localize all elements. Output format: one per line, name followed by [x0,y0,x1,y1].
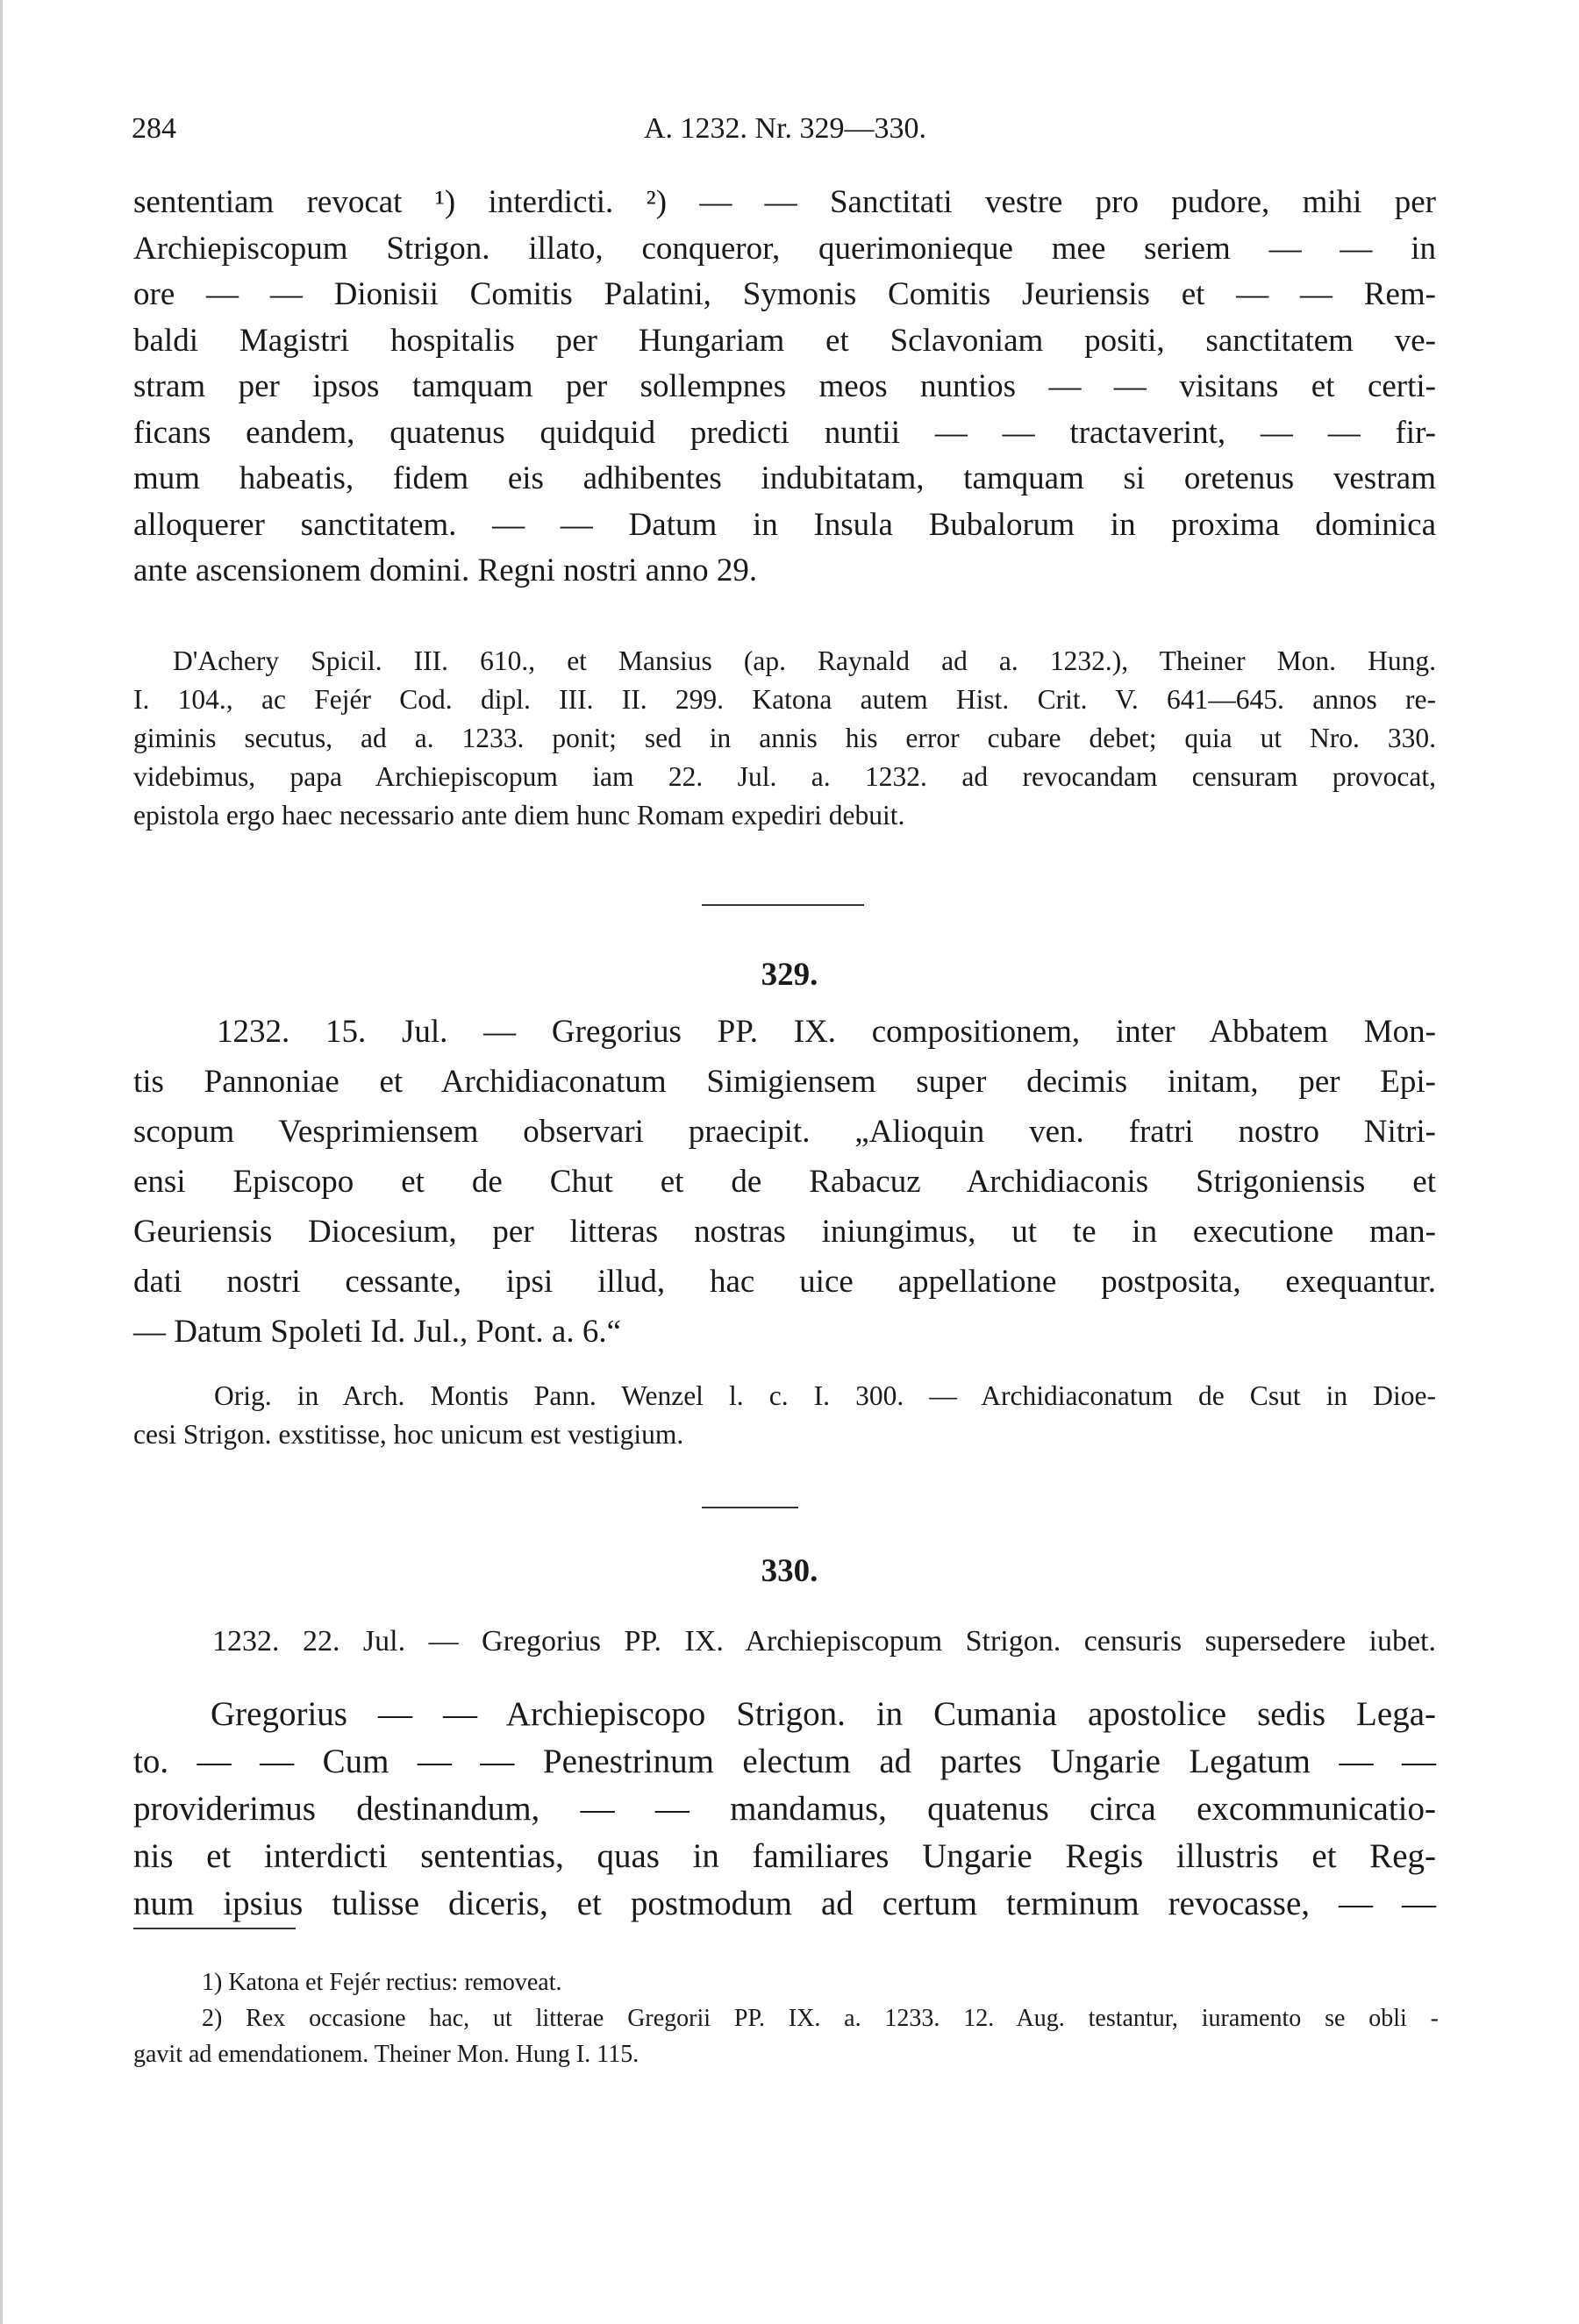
note-line: Orig. in Arch. Montis Pann. Wenzel l. c. I. 300. — Archidiaconatum de Csut in Dioe- [214,1380,1436,1411]
text-line: stram per ipsos tamquam per sollempnes meos nuntios — — visitans et certi- [133,368,1436,404]
note-line: epistola ergo haec necessario ante diem hunc Romam expediri debuit. [133,800,905,831]
text-line: to. — — Cum — — Penestrinum electum ad partes Ungarie Legatum — — [133,1743,1436,1780]
text-line: — Datum Spoleti Id. Jul., Pont. a. 6.“ [133,1314,621,1350]
footnote-1: 1) Katona et Fejér rectius: removeat. [202,1969,562,1996]
doc-330-text [133,1691,1436,1928]
doc-329-note [133,1377,1436,1454]
footnotes [133,1964,1439,2072]
text-line: baldi Magistri hospitalis per Hungariam et Sclavoniam positi, sanctitatem ve- [133,322,1436,359]
separator-rule [702,1507,798,1508]
text-line: Archiepiscopum Strigon. illato, conqueror, querimonieque mee seriem — — in [133,230,1436,267]
page-number: 284 [132,112,176,145]
doc-number-330: 330. [761,1553,818,1589]
text-line: tis Pannoniae et Archidiaconatum Simigiensem super decimis initam, per Epi- [133,1064,1436,1100]
note-line: I. 104., ac Fejér Cod. dipl. III. II. 299. Katona autem Hist. Crit. V. 641—645. annos re- [133,684,1436,715]
text-line: num ipsius tulisse diceris, et postmodum ad certum terminum revocasse, — — [133,1885,1436,1922]
text-line: 1232. 15. Jul. — Gregorius PP. IX. compositionem, inter Abbatem Mon- [217,1014,1436,1050]
doc-330-regest [133,1616,1436,1666]
text-line: nis et interdicti sententias, quas in familiares Ungarie Regis illustris et Reg- [133,1837,1436,1875]
text-line: scopum Vesprimiensem observari praecipit. „Alioquin ven. fratri nostro Nitri- [133,1114,1436,1150]
text-line: dati nostri cessante, ipsi illud, hac uice appellatione postposita, exequantur. [133,1264,1436,1300]
doc-328-text [133,180,1436,595]
text-line: mum habeatis, fidem eis adhibentes indubitatam, tamquam si oretenus vestram [133,460,1436,496]
text-line: ficans eandem, quatenus quidquid predicti nuntii — — tractaverint, — — fir- [133,414,1436,451]
footnote-2-continued: gavit ad emendationem. Theiner Mon. Hung I. 115. [133,2041,639,2068]
note-line: cesi Strigon. exstitisse, hoc unicum est vestigium. [133,1419,684,1450]
footnote-2: 2) Rex occasione hac, ut litterae Gregorii PP. IX. a. 1233. 12. Aug. testantur, iuramento se obli - [202,2005,1439,2032]
regest-line: 1232. 22. Jul. — Gregorius PP. IX. Archiepiscopum Strigon. censuris supersedere iubet. [212,1625,1436,1657]
text-line: providerimus destinandum, — — mandamus, quatenus circa excommunicatio- [133,1790,1436,1828]
doc-328-note [133,642,1436,835]
note-line: giminis secutus, ad a. 1233. ponit; sed in annis his error cubare debet; quia ut Nro. 330. [133,723,1436,753]
text-line: ante ascensionem domini. Regni nostri anno 29. [133,552,758,588]
separator-rule [702,904,864,906]
text-line: ore — — Dionisii Comitis Palatini, Symonis Comitis Jeuriensis et — — Rem- [133,276,1436,312]
scan-edge [0,0,3,2324]
note-line: videbimus, papa Archiepiscopum iam 22. Jul. a. 1232. ad revocandam censuram provocat, [133,761,1436,792]
page-header [132,112,1439,156]
text-line: alloquerer sanctitatem. — — Datum in Insula Bubalorum in proxima dominica [133,506,1436,543]
text-line: sententiam revocat ¹) interdicti. ²) — — Sanctitati vestre pro pudore, mihi per [133,184,1436,220]
text-line: Geuriensis Diocesium, per litteras nostras iniungimus, ut te in executione man- [133,1214,1436,1250]
footnote-rule [133,1928,296,1929]
doc-329-text [133,1007,1436,1357]
note-line: D'Achery Spicil. III. 610., et Mansius (ap. Raynald ad a. 1232.), Theiner Mon. Hung. [173,645,1436,676]
text-line: ensi Episcopo et de Chut et de Rabacuz Archidiaconis Strigoniensis et [133,1164,1436,1200]
running-title: A. 1232. Nr. 329—330. [643,112,927,145]
text-line: Gregorius — — Archiepiscopo Strigon. in Cumania apostolice sedis Lega- [211,1695,1436,1733]
doc-number-329: 329. [761,957,818,993]
